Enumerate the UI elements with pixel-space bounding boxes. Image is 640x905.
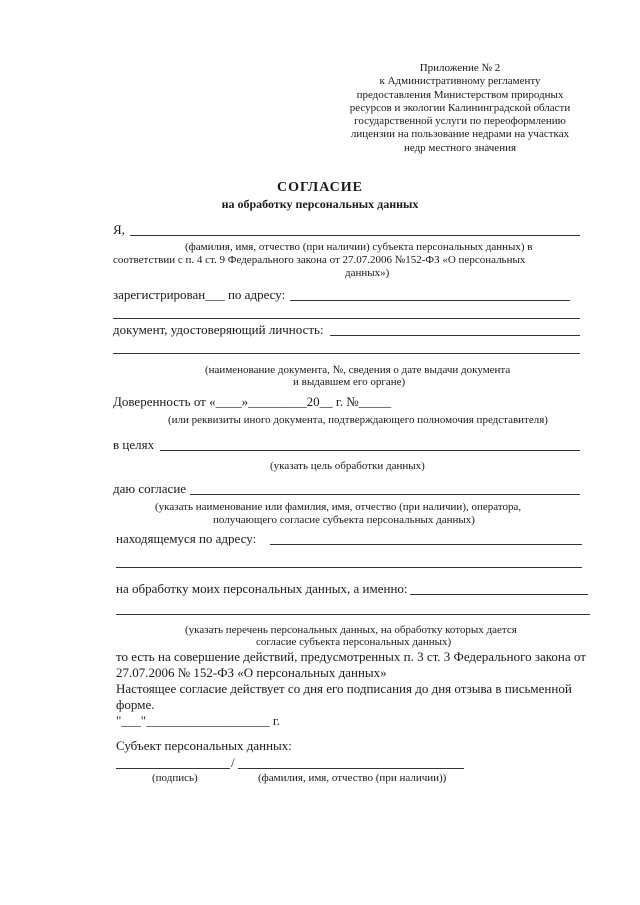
document-hint: и выдавшем его органе): [293, 376, 406, 388]
signature-hint: (подпись): [152, 772, 198, 784]
actions-text: 27.07.2006 № 152-ФЗ «О персональных данных»: [116, 665, 387, 680]
signature-field[interactable]: [116, 768, 230, 769]
signer-name-field[interactable]: [238, 768, 464, 769]
appendix-line: недр местного значения: [403, 141, 517, 154]
appendix-line: Приложение № 2: [419, 62, 501, 74]
signer-name-hint: (фамилия, имя, отчество (при наличии)): [258, 772, 447, 784]
address-field[interactable]: [290, 300, 570, 301]
located-label: находящемуся по адресу:: [116, 531, 257, 546]
validity-text: форме.: [116, 697, 155, 712]
fio-hint: (фамилия, имя, отчество (при наличии) субъекта персональных данных) в: [185, 241, 533, 253]
power-hint: (или реквизиты иного документа, подтверждающего полномочия представителя): [168, 414, 548, 426]
operator-field[interactable]: [190, 494, 580, 495]
date-field[interactable]: "___"___________________ г.: [116, 713, 280, 728]
data-list-field[interactable]: [410, 594, 588, 595]
validity-text: Настоящее согласие действует со дня его подписания до дня отзыва в письменной: [116, 681, 572, 696]
document-field-continued[interactable]: [113, 353, 580, 354]
operator-hint: (указать наименование или фамилия, имя, отчество (при наличии), оператора,: [155, 501, 522, 513]
document-title: СОГЛАСИЕ: [277, 180, 363, 195]
subject-label: Субъект персональных данных:: [116, 738, 292, 753]
appendix-line: ресурсов и экологии Калининградской области: [349, 101, 571, 114]
power-of-attorney-field[interactable]: Доверенность от «____»_________20__ г. №_____: [113, 394, 392, 409]
registered-label: зарегистрирован___ по адресу:: [113, 287, 286, 302]
appendix-line: предоставления Министерством природных: [356, 88, 564, 101]
list-hint: (указать перечень персональных данных, на обработку которых дается: [185, 624, 517, 636]
consent-label: даю согласие: [113, 481, 187, 496]
address-field-continued[interactable]: [113, 318, 580, 319]
operator-address-field-continued[interactable]: [116, 567, 582, 568]
processing-label: на обработку моих персональных данных, а именно:: [116, 581, 408, 596]
purpose-hint: (указать цель обработки данных): [270, 460, 425, 472]
operator-address-field[interactable]: [270, 544, 582, 545]
appendix-line: государственной услуги по переоформлению: [354, 115, 566, 128]
actions-text: то есть на совершение действий, предусмотренных п. 3 ст. 3 Федерального закона от: [116, 649, 586, 664]
list-hint: согласие субъекта персональных данных): [256, 636, 452, 648]
document-hint: (наименование документа, №, сведения о дате выдачи документа: [205, 364, 511, 376]
data-list-field-continued[interactable]: [116, 614, 590, 615]
fio-hint: данных»): [345, 267, 390, 279]
i-label: Я,: [113, 222, 125, 237]
document-field[interactable]: [330, 335, 580, 336]
slash-separator: /: [231, 755, 235, 770]
appendix-header: [330, 62, 590, 155]
fio-hint: соответствии с п. 4 ст. 9 Федерального закона от 27.07.2006 №152-ФЗ «О персональных: [113, 254, 526, 266]
appendix-line: лицензии на пользование недрами на участках: [350, 128, 570, 141]
operator-hint: получающего согласие субъекта персональных данных): [213, 514, 475, 526]
document-subtitle: на обработку персональных данных: [221, 197, 419, 211]
purpose-field[interactable]: [160, 450, 580, 451]
purpose-label: в целях: [113, 437, 155, 452]
fio-field[interactable]: [130, 235, 580, 236]
document-label: документ, удостоверяющий личность:: [113, 322, 324, 337]
appendix-line: к Административному регламенту: [379, 75, 541, 88]
